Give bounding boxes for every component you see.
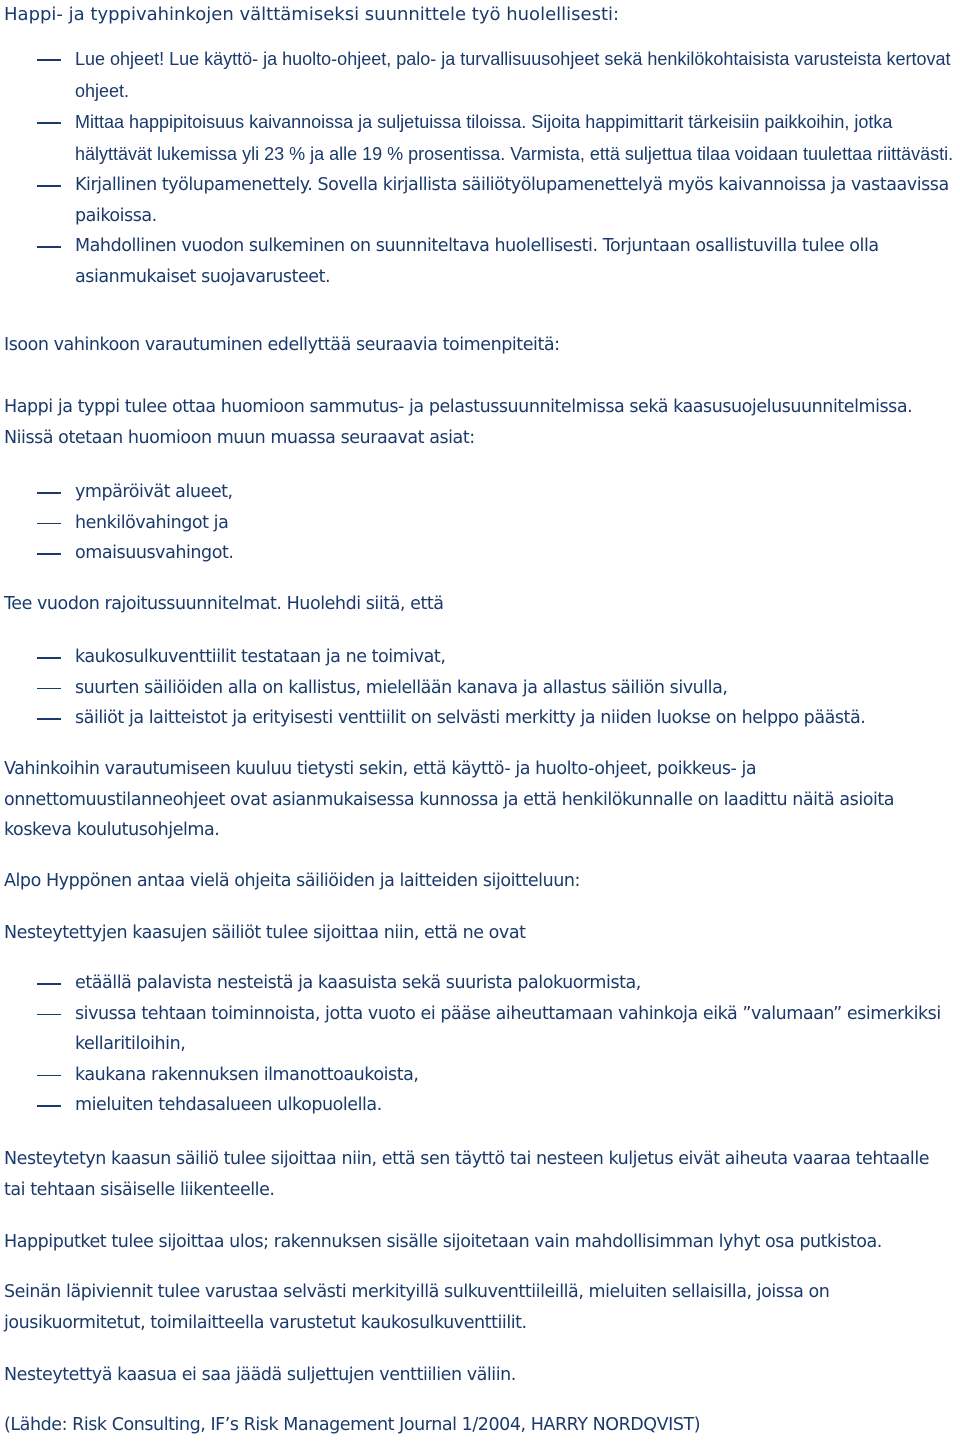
- list-item-text: Mahdollinen vuodon sulkeminen on suunniteltava huolellisesti. Torjuntaan osallistuvilla tulee olla asianmukaiset suojavarusteet.: [75, 236, 879, 287]
- list-item: [4, 538, 954, 569]
- considerations-list: [4, 477, 954, 569]
- document-heading: Happi- ja typpivahinkojen välttämiseksi suunnittele työ huolellisesti:: [4, 4, 620, 25]
- list-item: [4, 1060, 954, 1091]
- paragraph-damage-preparedness: Vahinkoihin varautumiseen kuuluu tietysti sekin, että käyttö- ja huolto-ohjeet, poikkeus- ja onnettomuustilanneohjeet ovat asianmukaisessa kunnossa ja että henkilökunnalle on laadittu näitä asioita koskeva koulutusohjelma.: [4, 759, 895, 840]
- dash-bullet: [37, 59, 61, 61]
- dash-bullet: [37, 718, 61, 720]
- dash-bullet: [37, 185, 61, 187]
- list-item-text: ympäröivät alueet,: [75, 482, 233, 502]
- list-item-text: kaukana rakennuksen ilmanottoaukoista,: [75, 1064, 419, 1085]
- dash-bullet: [37, 1075, 61, 1077]
- list-item-text: sivussa tehtaan toiminnoista, jotta vuoto ei pääse aiheuttamaan vahinkoja eikä ”valumaan” esimerkiksi kellaritiloihin,: [75, 1003, 941, 1054]
- list-item-text: Kirjallinen työlupamenettely. Sovella kirjallista säiliötyölupamenettelyä myös kaivannoissa ja vastaavissa paikoissa.: [75, 175, 949, 226]
- list-item: [4, 673, 954, 704]
- paragraph-trapped-gas: Nesteytettyä kaasua ei saa jäädä suljettujen venttiilien väliin.: [4, 1365, 516, 1385]
- paragraph-wall-penetrations: Seinän läpiviennit tulee varustaa selvästi merkityillä sulkuventtiileillä, mieluiten sellaisilla, joissa on jousikuormitetut, toimilaitteella varustetut kaukosulkuventtiilit.: [4, 1282, 830, 1333]
- dash-bullet: [37, 1014, 61, 1016]
- paragraph-tank-placement: Nesteytettyjen kaasujen säiliöt tulee sijoittaa niin, että ne ovat: [4, 923, 526, 943]
- source-citation: (Lähde: Risk Consulting, IF’s Risk Management Journal 1/2004, HARRY NORDQVIST): [4, 1415, 701, 1435]
- list-item: [4, 508, 954, 539]
- tank-placement-list: [4, 968, 954, 1121]
- dash-bullet: [37, 688, 61, 690]
- list-item: [4, 477, 954, 508]
- paragraph-preparedness: Isoon vahinkoon varautuminen edellyttää seuraavia toimenpiteitä:: [4, 335, 560, 355]
- list-item: [4, 44, 954, 107]
- list-item-text: Lue ohjeet! Lue käyttö- ja huolto-ohjeet, palo- ja turvallisuusohjeet sekä henkilökohtaisista varusteista kertovat ohjeet.: [75, 49, 951, 101]
- work-planning-list: [4, 44, 954, 292]
- dash-bullet: [37, 1105, 61, 1107]
- list-item: [4, 170, 954, 231]
- list-item: [4, 703, 954, 734]
- dash-bullet: [37, 122, 61, 124]
- list-item: [4, 642, 954, 673]
- list-item-text: kaukosulkuventtiilit testataan ja ne toimivat,: [75, 647, 446, 667]
- dash-bullet: [37, 523, 61, 525]
- list-item-text: Mittaa happipitoisuus kaivannoissa ja suljetuissa tiloissa. Sijoita happimittarit tärkeisiin paikkoihin, jotka hälyttävät lukemissa yli 23 % ja alle 19 % prosentissa. Varmista, että suljettua tilaa voidaan tuulettaa riittävästi.: [75, 112, 954, 164]
- paragraph-placement-intro: Alpo Hyppönen antaa vielä ohjeita säiliöiden ja laitteiden sijoitteluun:: [4, 871, 580, 891]
- dash-bullet: [37, 983, 61, 985]
- list-item: [4, 999, 954, 1060]
- list-item: [4, 231, 954, 292]
- list-item: [4, 1090, 954, 1121]
- list-item: [4, 107, 954, 170]
- paragraph-liquefied-gas-tank: Nesteytetyn kaasun säiliö tulee sijoittaa niin, että sen täyttö tai nesteen kuljetus eivät aiheuta vaaraa tehtaalle tai tehtaan sisäiselle liikenteelle.: [4, 1149, 930, 1200]
- list-item-text: etäällä palavista nesteistä ja kaasuista sekä suurista palokuormista,: [75, 973, 641, 993]
- dash-bullet: [37, 657, 61, 659]
- list-item-text: mieluiten tehdasalueen ulkopuolella.: [75, 1095, 382, 1115]
- dash-bullet: [37, 492, 61, 494]
- dash-bullet: [37, 246, 61, 248]
- list-item-text: suurten säiliöiden alla on kallistus, mielellään kanava ja allastus säiliön sivulla,: [75, 677, 728, 698]
- list-item-text: henkilövahingot ja: [75, 512, 229, 533]
- paragraph-leak-plans: Tee vuodon rajoitussuunnitelmat. Huolehdi siitä, että: [4, 594, 444, 614]
- leak-plan-list: [4, 642, 954, 734]
- dash-bullet: [37, 553, 61, 555]
- paragraph-oxygen-pipes: Happiputket tulee sijoittaa ulos; rakennuksen sisälle sijoitetaan vain mahdollisimman lyhyt osa putkistoa.: [4, 1232, 882, 1252]
- list-item: [4, 968, 954, 999]
- paragraph-rescue-plans: Happi ja typpi tulee ottaa huomioon sammutus- ja pelastussuunnitelmissa sekä kaasusuojelusuunnitelmissa. Niissä otetaan huomioon muun muassa seuraavat asiat:: [4, 397, 913, 448]
- list-item-text: säiliöt ja laitteistot ja erityisesti venttiilit on selvästi merkitty ja niiden luokse on helppo päästä.: [75, 708, 866, 728]
- list-item-text: omaisuusvahingot.: [75, 543, 234, 563]
